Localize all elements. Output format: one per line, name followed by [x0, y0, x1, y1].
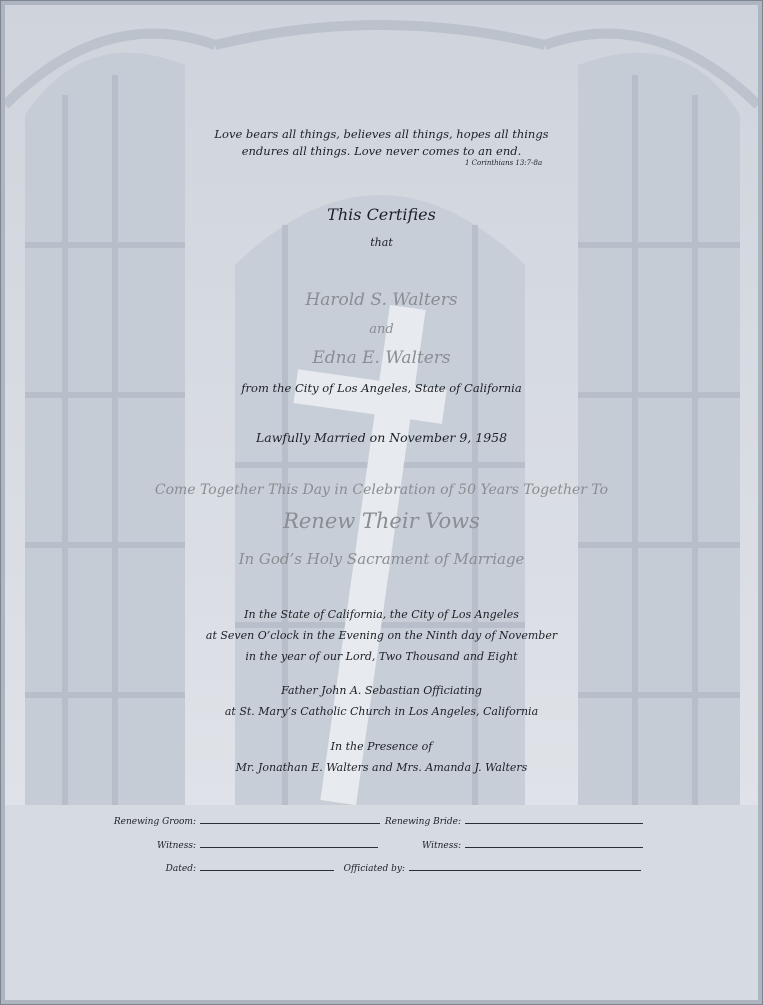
witness-1-signature-line[interactable] — [200, 838, 378, 848]
renew-vows-heading: Renew Their Vows — [283, 509, 480, 533]
witness-1-label: Witness: — [157, 841, 196, 851]
bride-signature-line[interactable] — [465, 814, 643, 824]
witness-2-label: Witness: — [422, 841, 461, 851]
celebration-line: Come Together This Day in Celebration of 50 Years Together To — [154, 482, 609, 498]
officiated-by-field[interactable] — [338, 861, 641, 874]
witness-2-signature-line[interactable] — [465, 838, 643, 848]
officiant-line-2: at St. Mary’s Catholic Church in Los Angeles, California — [224, 705, 539, 718]
married-date-line: Lawfully Married on November 9, 1958 — [255, 430, 508, 445]
sacrament-line: In God’s Holy Sacrament of Marriage — [238, 550, 525, 568]
groom-signature-line[interactable] — [200, 814, 380, 824]
verse-citation: 1 Corinthians 13:7-8a — [465, 159, 543, 167]
certificate-content — [5, 5, 758, 1000]
dated-field[interactable] — [113, 861, 334, 874]
officiated-by-line[interactable] — [409, 861, 641, 871]
verse-line-1: Love bears all things, believes all things, hopes all things — [214, 127, 549, 141]
place-line-1: In the State of California, the City of Los Angeles — [244, 608, 519, 621]
bride-name: Edna E. Walters — [312, 348, 451, 368]
officiated-by-label: Officiated by: — [343, 864, 405, 874]
presence-line-2: Mr. Jonathan E. Walters and Mrs. Amanda J. Walters — [235, 761, 528, 774]
certificate-that: that — [370, 236, 393, 249]
groom-signature-label: Renewing Groom: — [113, 817, 196, 827]
bride-signature-field[interactable] — [383, 814, 643, 827]
officiant-line-1: Father John A. Sebastian Officiating — [281, 684, 482, 697]
from-city-line: from the City of Los Angeles, State of California — [241, 381, 522, 395]
verse-line-2: endures all things. Love never comes to an end. — [241, 144, 522, 158]
place-line-2: at Seven O’clock in the Evening on the Ninth day of November — [205, 629, 558, 642]
place-line-3: in the year of our Lord, Two Thousand and Eight — [245, 650, 518, 663]
certificate-title: This Certifies — [327, 205, 436, 224]
dated-label: Dated: — [165, 864, 196, 874]
bride-signature-label: Renewing Bride: — [384, 817, 461, 827]
groom-name: Harold S. Walters — [305, 290, 458, 310]
groom-signature-field[interactable] — [113, 814, 380, 827]
presence-line-1: In the Presence of — [330, 740, 433, 753]
and-word: and — [369, 322, 394, 337]
witness-1-signature-field[interactable] — [113, 838, 378, 851]
witness-2-signature-field[interactable] — [383, 838, 643, 851]
dated-line[interactable] — [200, 861, 334, 871]
